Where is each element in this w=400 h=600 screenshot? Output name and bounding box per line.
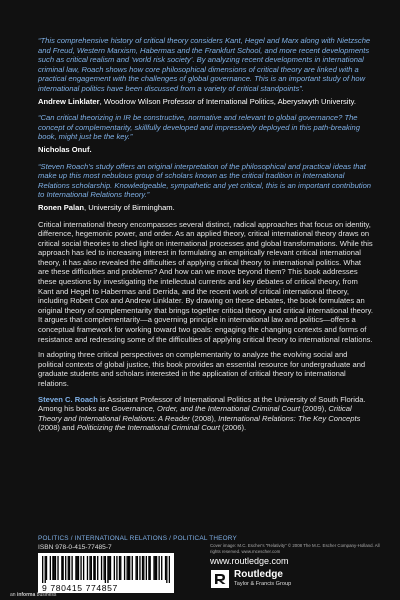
barcode-bar xyxy=(161,556,162,580)
informa-business xyxy=(10,592,56,598)
barcode-bar xyxy=(101,556,102,580)
barcode-bar xyxy=(71,556,72,580)
barcode-bar xyxy=(116,556,117,580)
endorsement-attribution-3 xyxy=(38,203,374,213)
endorsement-quote-1: “This comprehensive history of critical theory considers Kant, Hegel and Marx along with Nietzsche and Freud, Western Marxism, Habermas and the Frankfurt School, and more recent developments such as critical realism and ‘world risk society’. By analyzing recent developments in international criminal law, Roach shows how core philosophical dimensions of critical theory are linked with a practical engagement with the challenges of global governance. This is an important study of how international politics have been discussed from a variety of critical standpoints”. xyxy=(38,36,371,93)
barcode-bar xyxy=(166,556,167,583)
barcode-bar xyxy=(42,556,43,583)
endorsement-quote-3: “Steven Roach’s study offers an original interpretation of the philosophical and practical ideas that make up this most nebulous group of scholars known as the critical tradition in International Relations scholarship. Knowledgeable, sympathetic and yet critical, this is an important contribution to International Relations theory.” xyxy=(38,161,372,200)
bio-text: (2008), xyxy=(189,413,219,423)
barcode-bar xyxy=(50,556,51,580)
barcode-bar xyxy=(139,556,140,580)
barcode-bar xyxy=(80,556,81,580)
barcode-bar xyxy=(57,556,58,580)
barcode-bar xyxy=(119,556,120,580)
description-paragraph-1: Critical international theory encompasses several distinct, radical approaches that focus on identity, difference, hegemonic power, and order. As an applied theory, critical international theory draws on critical social theories to shed light on international processes and global transformations. While this approach has led to increasing interest in formulating an empirically relevant critical international theory, it has also revealed the difficulties of applying critical theory to international politics. What are these difficulties and problems? And how can we move beyond them? This book addresses these questions by investigating the intellectual currents and key debates of critical theory, from Kant and Hegel to Habermas and Derrida, and the recent work of critical international theory, including Robert Cox and Andrew Linklater. By drawing on these debates, the book formulates an original theory of complementarity that brings together critical theory and critical international theory. It argues that complementarity—a governing principle in international law and politics—offers a conceptual framework for working toward two goals: engaging the changing contexts and forms of resistance and redressing some of the difficulties of applying critical theory to international relations. xyxy=(38,219,373,344)
barcode-bar xyxy=(103,556,104,580)
barcode-bar xyxy=(107,556,108,583)
barcode-bar xyxy=(89,556,90,580)
publisher-group: Taylor & Francis Group xyxy=(234,581,292,587)
endorsement-quote-2: “Can critical theorizing in IR be constructive, normative and relevant to global governance? The concept of complementarity, skillfully developed and impressively deployed in this path-breaking book, might just be the key.” xyxy=(38,113,360,142)
endorsement-attribution-2 xyxy=(38,145,374,155)
barcode-bar xyxy=(158,556,159,580)
barcode-bar xyxy=(143,556,144,580)
barcode-bar xyxy=(93,556,94,580)
endorsement-attribution-1 xyxy=(38,97,374,107)
barcode-bar xyxy=(109,556,110,580)
barcode-bar xyxy=(94,556,95,580)
barcode-bar xyxy=(124,556,125,580)
bio-text: (2009), xyxy=(300,404,329,414)
barcode-bar xyxy=(165,556,166,580)
publisher-name: Routledge xyxy=(234,569,283,580)
barcode-bar xyxy=(126,556,127,580)
barcode-bar xyxy=(169,556,170,583)
barcode-bar xyxy=(75,556,76,580)
barcode-bar xyxy=(142,556,143,580)
barcode-bar xyxy=(45,556,46,583)
barcode-bar xyxy=(146,556,147,580)
routledge-logo-icon xyxy=(210,569,230,589)
informa-brand: informa xyxy=(16,592,36,598)
barcode-bar xyxy=(55,556,56,580)
barcode-bar xyxy=(77,556,78,580)
informa-suffix: business xyxy=(35,592,57,598)
informa-prefix: an xyxy=(10,592,17,598)
barcode-bar xyxy=(87,556,88,580)
endorser-affiliation-3: , University of Birmingham. xyxy=(84,202,175,212)
bio-book-title: Critical Theory and International Relations: A Reader xyxy=(38,404,352,423)
barcode-number: 9 780415 774857 xyxy=(42,583,118,593)
barcode-bar xyxy=(52,556,53,580)
isbn-label: ISBN 978-0-415-77485-7 xyxy=(38,544,112,551)
barcode-bar xyxy=(135,556,136,580)
endorser-name-2: Nicholas Onuf. xyxy=(38,144,92,154)
endorser-name-3: Ronen Palan xyxy=(38,202,84,212)
bio-book-title: International Relations: The Key Concepts xyxy=(218,413,361,423)
bio-book-title: Politicizing the International Criminal Court xyxy=(76,423,220,433)
cover-content xyxy=(38,36,374,439)
barcode-bar xyxy=(62,556,63,580)
barcode-bar xyxy=(155,556,156,580)
barcode-bars xyxy=(42,556,170,583)
author-name: Steven C. Roach xyxy=(38,394,98,404)
barcode-bar xyxy=(97,556,98,580)
barcode-bar xyxy=(54,556,55,580)
barcode xyxy=(38,553,174,593)
barcode-bar xyxy=(110,556,111,580)
barcode-bar xyxy=(61,556,62,580)
barcode-bar xyxy=(156,556,157,580)
barcode-bar xyxy=(120,556,121,580)
endorser-name-1: Andrew Linklater xyxy=(38,96,100,106)
barcode-bar xyxy=(132,556,133,580)
barcode-bar xyxy=(83,556,84,580)
barcode-bar xyxy=(46,556,47,580)
endorser-affiliation-1: , Woodrow Wilson Professor of International Politics, Aberystwyth University. xyxy=(99,96,356,106)
publisher-url[interactable]: www.routledge.com xyxy=(210,556,289,566)
barcode-bar xyxy=(91,556,92,580)
barcode-bar xyxy=(105,556,106,583)
barcode-bar xyxy=(137,556,138,580)
bio-text: (2008) and xyxy=(38,423,77,433)
bio-book-title: Governance, Order, and the International Criminal Court xyxy=(111,404,301,414)
barcode-bar xyxy=(78,556,79,580)
barcode-bar xyxy=(148,556,149,580)
barcode-bar xyxy=(114,556,115,580)
barcode-bar xyxy=(153,556,154,580)
barcode-bar xyxy=(150,556,151,580)
barcode-bar xyxy=(128,556,129,580)
barcode-bar xyxy=(129,556,130,580)
bio-text: (2006). xyxy=(219,423,247,433)
barcode-bar xyxy=(65,556,66,580)
description-paragraph-2: In adopting three critical perspectives on complementarity to analyze the evolving social and political contexts of global justice, this book provides an essential resource for undergraduate and graduate students and scholars interested in the application of critical theory to international relations. xyxy=(38,350,366,388)
author-bio xyxy=(38,395,374,433)
cover-image-credit: Cover image: M.C. Escher's "Relativity" © 2008 The M.C. Escher Company-Holland. All rights reserved. www.mcescher.com xyxy=(210,543,380,554)
bio-text: is Assistant Professor of International Politics at the University of South Florida. Among his books are xyxy=(38,394,366,414)
barcode-bar xyxy=(69,556,70,580)
subject-category: POLITICS / INTERNATIONAL RELATIONS / POLITICAL THEORY xyxy=(38,535,237,542)
barcode-bar xyxy=(68,556,69,580)
